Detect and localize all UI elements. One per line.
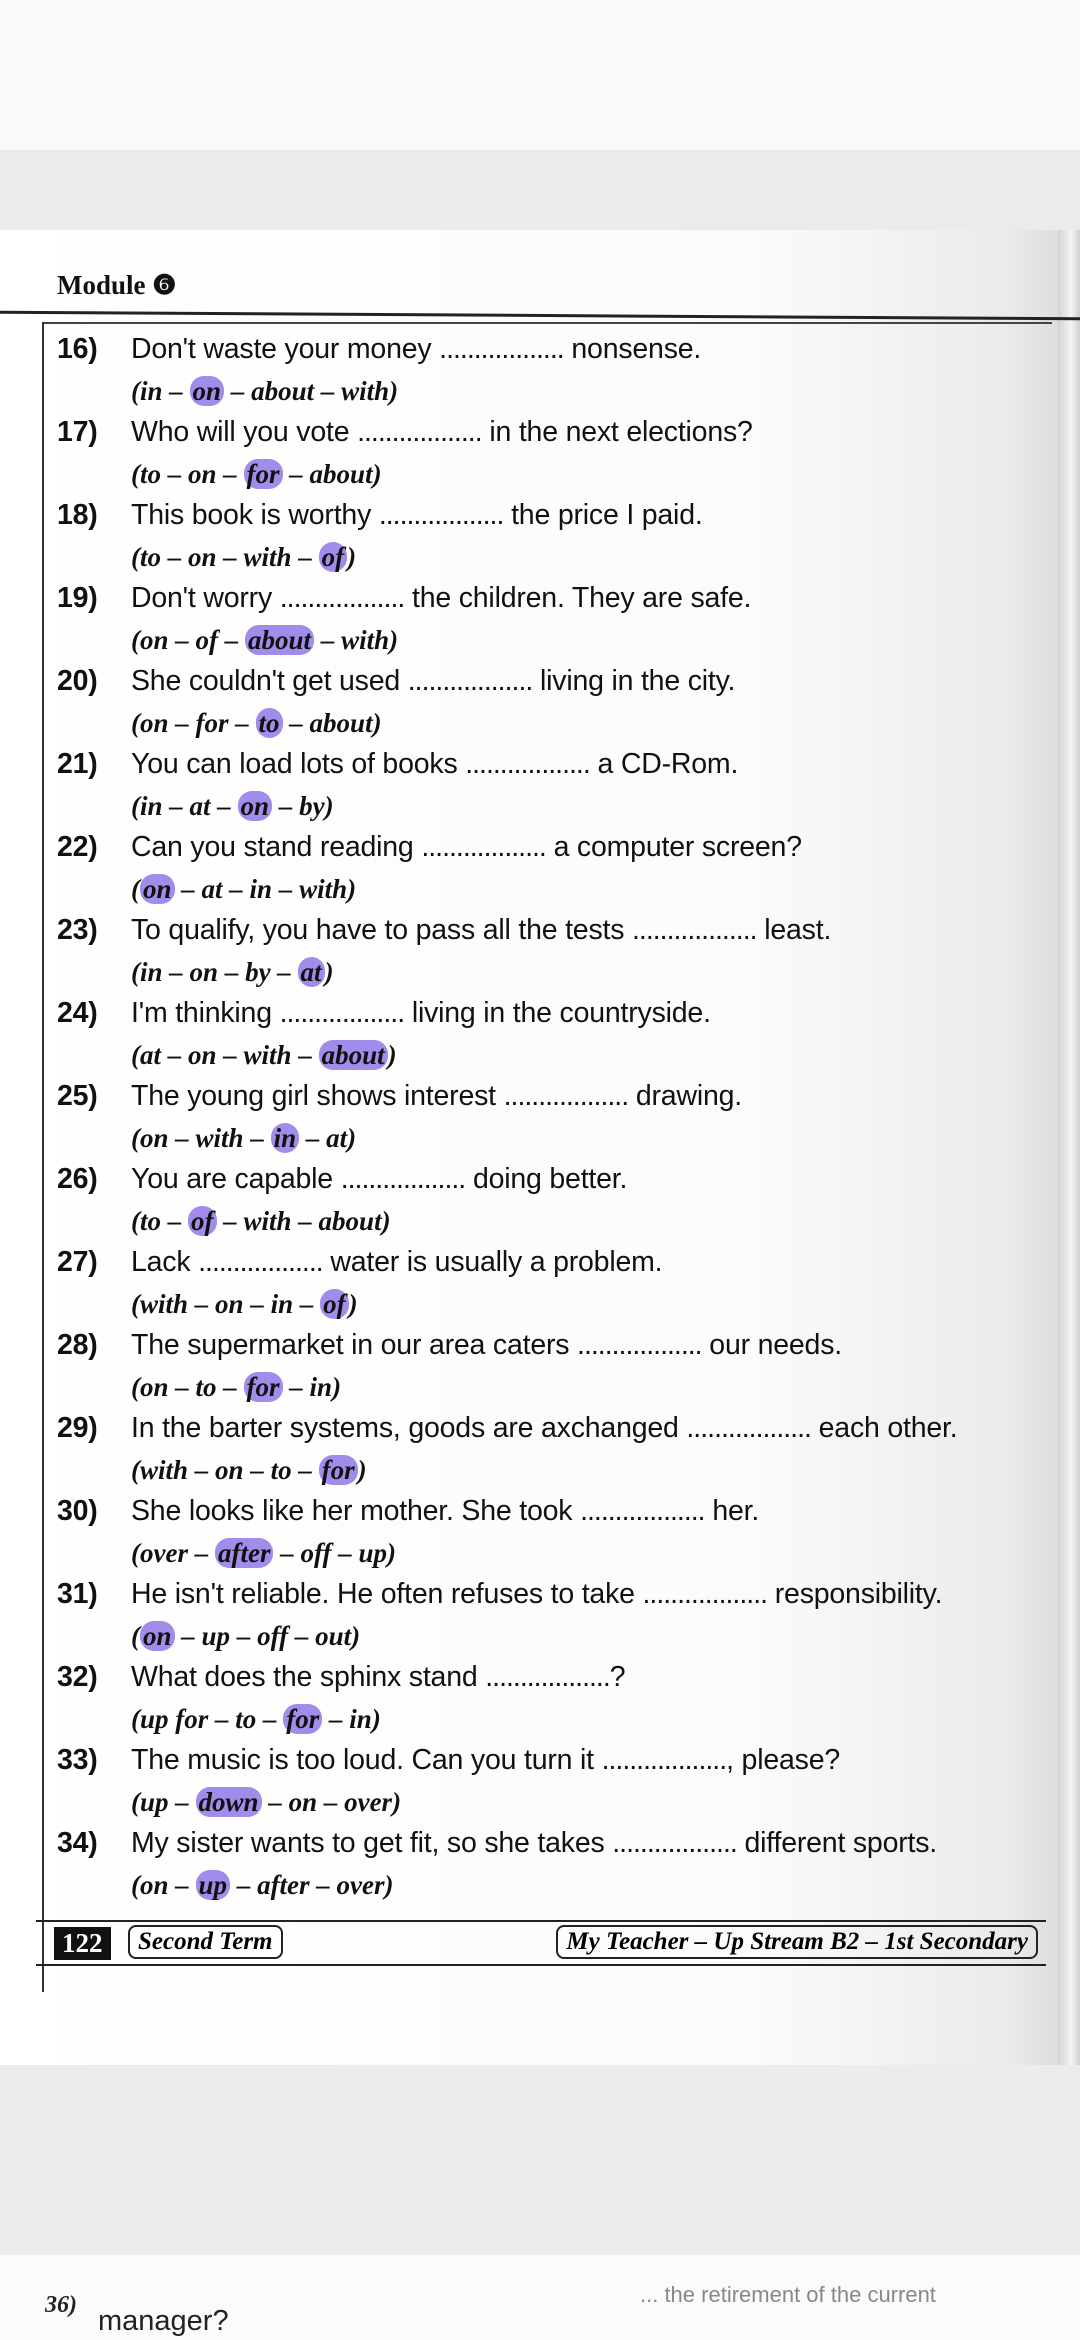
page-edge-shadow xyxy=(1058,230,1080,2065)
question-item xyxy=(57,1245,1057,1321)
answer-options: (in – at – on – by) xyxy=(131,791,334,821)
sentence-before-blank: Don't waste your money xyxy=(131,333,432,365)
question-sentence xyxy=(57,1245,1057,1279)
answer-option: with xyxy=(243,1040,292,1070)
question-item xyxy=(57,415,1057,491)
question-number: 28) xyxy=(57,1329,98,1361)
sentence-before-blank: What does the sphinx stand xyxy=(131,1661,478,1693)
question-item xyxy=(57,996,1057,1072)
sentence-after-blank: drawing. xyxy=(635,1080,742,1112)
sentence-after-blank: living in the countryside. xyxy=(411,997,711,1029)
answer-option: by xyxy=(245,957,271,987)
question-number: 20) xyxy=(57,665,98,697)
question-number: 17) xyxy=(57,416,98,448)
sentence-after-blank: , please? xyxy=(726,1744,840,1776)
highlighted-option: of xyxy=(188,1206,217,1236)
answer-option: in xyxy=(270,1289,294,1319)
question-sentence xyxy=(57,996,1057,1030)
top-blank-area xyxy=(0,0,1080,150)
question-item xyxy=(57,913,1057,989)
sentence-before-blank: My sister wants to get fit, so she takes xyxy=(131,1827,605,1859)
question-sentence xyxy=(57,830,1057,864)
question-item xyxy=(57,1494,1057,1570)
question-item xyxy=(57,1328,1057,1404)
answer-options: (in – on – by – at ) xyxy=(131,957,334,987)
answer-option: over xyxy=(140,1538,188,1568)
answer-option: on xyxy=(140,1870,169,1900)
answer-option: on xyxy=(140,625,169,655)
answer-option: with xyxy=(299,874,348,904)
sentence-before-blank: He isn't reliable. He often refuses to take xyxy=(131,1578,635,1610)
next-question-text: manager? xyxy=(98,2305,229,2337)
sentence-before-blank: The young girl shows interest xyxy=(131,1080,496,1112)
question-number: 31) xyxy=(57,1578,98,1610)
frame-top-border xyxy=(42,322,1052,324)
sentence-after-blank: nonsense. xyxy=(571,333,702,365)
answer-option: up xyxy=(140,1787,169,1817)
question-item xyxy=(57,332,1057,408)
sentence-before-blank: To qualify, you have to pass all the tests xyxy=(131,914,625,946)
answer-options: (at – on – with – about ) xyxy=(131,1040,397,1070)
sentence-after-blank: the price I paid. xyxy=(511,499,703,531)
sentence-after-blank: water is usually a problem. xyxy=(330,1246,663,1278)
next-question-number: 36) xyxy=(45,2292,77,2318)
question-sentence xyxy=(57,1328,1057,1362)
question-item xyxy=(57,1660,1057,1736)
sentence-before-blank: You are capable xyxy=(131,1163,333,1195)
answer-options: (up – down – on – over) xyxy=(131,1787,402,1817)
highlighted-option: down xyxy=(196,1787,262,1817)
question-number: 25) xyxy=(57,1080,98,1112)
answer-option: of xyxy=(195,625,219,655)
sentence-after-blank: in the next elections? xyxy=(489,416,753,448)
question-item xyxy=(57,747,1057,823)
question-number: 26) xyxy=(57,1163,98,1195)
question-sentence xyxy=(57,415,1057,449)
answer-blank: .................. xyxy=(632,914,757,946)
sentence-after-blank: a CD-Rom. xyxy=(597,748,739,780)
question-number: 34) xyxy=(57,1827,98,1859)
highlighted-option: of xyxy=(319,542,348,572)
sentence-after-blank: doing better. xyxy=(472,1163,628,1195)
answer-options: (up for – to – for – in) xyxy=(131,1704,381,1734)
question-number: 21) xyxy=(57,748,98,780)
sentence-after-blank: each other. xyxy=(818,1412,958,1444)
sentence-before-blank: In the barter systems, goods are axchanged xyxy=(131,1412,679,1444)
sentence-after-blank: living in the city. xyxy=(540,665,736,697)
highlighted-option: for xyxy=(283,1704,322,1734)
answer-option: on xyxy=(140,1372,169,1402)
highlighted-option: at xyxy=(298,957,325,987)
question-item xyxy=(57,830,1057,906)
answer-option: about xyxy=(309,708,373,738)
question-sentence xyxy=(57,913,1057,947)
sentence-before-blank: Don't worry xyxy=(131,582,273,614)
question-item xyxy=(57,1826,1057,1902)
sentence-before-blank: Can you stand reading xyxy=(131,831,414,863)
answer-options: (with – on – to – for ) xyxy=(131,1455,367,1485)
sentence-after-blank: responsibility. xyxy=(774,1578,943,1610)
sentence-before-blank: The supermarket in our area caters xyxy=(131,1329,570,1361)
answer-option: with xyxy=(195,1123,244,1153)
worksheet-page xyxy=(0,230,1080,2065)
answer-option: on xyxy=(188,1040,217,1070)
answer-options: (on – to – for – in) xyxy=(131,1372,342,1402)
page-number: 122 xyxy=(54,1927,111,1960)
answer-option: over xyxy=(344,1787,393,1817)
answer-option: to xyxy=(140,459,162,489)
answer-option: about xyxy=(251,376,315,406)
answer-blank: .................. xyxy=(686,1412,811,1444)
question-sentence xyxy=(57,1079,1057,1113)
question-sentence xyxy=(57,581,1057,615)
question-item xyxy=(57,1079,1057,1155)
answer-blank: .................. xyxy=(465,748,590,780)
question-number: 16) xyxy=(57,333,98,365)
question-number: 22) xyxy=(57,831,98,863)
sentence-before-blank: The music is too loud. Can you turn it xyxy=(131,1744,594,1776)
sentence-after-blank: her. xyxy=(712,1495,760,1527)
sentence-after-blank: least. xyxy=(764,914,832,946)
answer-options: (on – of – about – with) xyxy=(131,625,399,655)
question-number: 30) xyxy=(57,1495,98,1527)
sentence-after-blank: ? xyxy=(609,1661,626,1693)
answer-options: (to – on – for – about) xyxy=(131,459,382,489)
answer-option: off xyxy=(300,1538,332,1568)
question-sentence xyxy=(57,1411,1057,1445)
book-title: My Teacher – Up Stream B2 – 1st Secondary xyxy=(556,1925,1038,1959)
answer-blank: .................. xyxy=(198,1246,323,1278)
answer-blank: .................. xyxy=(357,416,482,448)
highlighted-option: about xyxy=(245,625,314,655)
answer-option: after xyxy=(257,1870,310,1900)
answer-blank: .................. xyxy=(601,1744,727,1776)
sentence-after-blank: a computer screen? xyxy=(553,831,802,863)
answer-options: ( on – up – off – out) xyxy=(131,1621,361,1651)
answer-option: in xyxy=(140,791,163,821)
highlighted-option: for xyxy=(244,459,283,489)
gap-area xyxy=(0,2065,1080,2255)
answer-option: in xyxy=(249,874,273,904)
question-item xyxy=(57,1577,1057,1653)
answer-option: to xyxy=(140,1206,162,1236)
highlighted-option: on xyxy=(140,874,175,904)
answer-option: for xyxy=(195,708,229,738)
sentence-before-blank: Who will you vote xyxy=(131,416,350,448)
question-sentence xyxy=(57,1577,1057,1611)
answer-options: (on – for – to – about) xyxy=(131,708,382,738)
sentence-before-blank: She looks like her mother. She took xyxy=(131,1495,573,1527)
answer-option: off xyxy=(257,1621,289,1651)
answer-options: (over – after – off – up) xyxy=(131,1538,396,1568)
answer-options: (in – on – about – with) xyxy=(131,376,399,406)
answer-option: in xyxy=(309,1372,333,1402)
page-footer xyxy=(36,1920,1046,1966)
highlighted-option: to xyxy=(256,708,283,738)
question-number: 24) xyxy=(57,997,98,1029)
answer-options: (to – of – with – about) xyxy=(131,1206,391,1236)
question-sentence xyxy=(57,747,1057,781)
answer-option: to xyxy=(235,1704,257,1734)
answer-option: with xyxy=(243,1206,292,1236)
answer-option: with xyxy=(140,1289,189,1319)
question-number: 27) xyxy=(57,1246,98,1278)
answer-option: in xyxy=(140,957,163,987)
sentence-before-blank: Lack xyxy=(131,1246,191,1278)
question-item xyxy=(57,1743,1057,1819)
answer-option: to xyxy=(270,1455,292,1485)
module-title: Module ❻ xyxy=(57,270,177,300)
answer-blank: .................. xyxy=(580,1495,705,1527)
answer-option: on xyxy=(215,1455,244,1485)
answer-option: by xyxy=(299,791,325,821)
answer-blank: .................. xyxy=(439,333,564,365)
answer-options: ( on – at – in – with) xyxy=(131,874,357,904)
answer-option: on xyxy=(215,1289,244,1319)
answer-option: on xyxy=(140,1123,169,1153)
sentence-before-blank: This book is worthy xyxy=(131,499,372,531)
answer-blank: .................. xyxy=(279,997,405,1029)
answer-options: (on – with – in – at) xyxy=(131,1123,357,1153)
question-item xyxy=(57,1411,1057,1487)
question-item xyxy=(57,1162,1057,1238)
answer-option: with xyxy=(341,625,390,655)
answer-blank: .................. xyxy=(340,1163,466,1195)
highlighted-option: on xyxy=(190,376,225,406)
answer-option: on xyxy=(288,1787,318,1817)
answer-option: up xyxy=(358,1538,387,1568)
question-number: 18) xyxy=(57,499,98,531)
highlighted-option: for xyxy=(244,1372,283,1402)
highlighted-option: on xyxy=(140,1621,175,1651)
answer-options: (with – on – in – of ) xyxy=(131,1289,358,1319)
answer-options: (to – on – with – of ) xyxy=(131,542,357,572)
answer-option: on xyxy=(188,542,217,572)
question-number: 33) xyxy=(57,1744,98,1776)
question-item xyxy=(57,498,1057,574)
question-number: 19) xyxy=(57,582,98,614)
highlighted-option: after xyxy=(215,1538,273,1568)
highlighted-option: in xyxy=(271,1123,300,1153)
question-sentence xyxy=(57,1826,1057,1860)
answer-option: with xyxy=(243,542,292,572)
answer-blank: .................. xyxy=(642,1578,768,1610)
sentence-after-blank: our needs. xyxy=(709,1329,842,1361)
question-number: 23) xyxy=(57,914,98,946)
answer-option: with xyxy=(140,1455,189,1485)
answer-option: about xyxy=(318,1206,382,1236)
answer-blank: .................. xyxy=(421,831,546,863)
answer-blank: .................. xyxy=(279,582,405,614)
question-number: 29) xyxy=(57,1412,98,1444)
question-number: 32) xyxy=(57,1661,98,1693)
answer-option: on xyxy=(189,957,219,987)
sentence-before-blank: You can load lots of books xyxy=(131,748,458,780)
highlighted-option: for xyxy=(319,1455,358,1485)
answer-blank: .................. xyxy=(503,1080,629,1112)
sentence-before-blank: I'm thinking xyxy=(131,997,272,1029)
answer-option: to xyxy=(140,542,162,572)
answer-blank: .................. xyxy=(577,1329,702,1361)
answer-blank: .................. xyxy=(485,1661,610,1693)
sentence-after-blank: different sports. xyxy=(744,1827,938,1859)
question-sentence xyxy=(57,1743,1057,1777)
question-sentence xyxy=(57,498,1057,532)
answer-option: at xyxy=(189,791,211,821)
answer-option: about xyxy=(309,459,373,489)
term-label: Second Term xyxy=(128,1925,283,1959)
answer-blank: .................. xyxy=(612,1827,737,1859)
sentence-before-blank: She couldn't get used xyxy=(131,665,401,697)
answer-blank: .................. xyxy=(378,499,504,531)
question-sentence xyxy=(57,664,1057,698)
module-rule xyxy=(0,311,1080,321)
answer-option: at xyxy=(326,1123,348,1153)
answer-option: with xyxy=(341,376,390,406)
question-sentence xyxy=(57,1162,1057,1196)
answer-option: over xyxy=(336,1870,385,1900)
answer-option: to xyxy=(195,1372,217,1402)
question-sentence xyxy=(57,1660,1057,1694)
answer-option: in xyxy=(140,376,163,406)
answer-option: at xyxy=(201,874,223,904)
answer-option: on xyxy=(188,459,217,489)
answer-option: in xyxy=(349,1704,372,1734)
answer-option: on xyxy=(140,708,169,738)
highlighted-option: of xyxy=(320,1289,349,1319)
answer-options: (on – up – after – over) xyxy=(131,1870,394,1900)
frame-left-border xyxy=(42,322,44,1992)
answer-option: up for xyxy=(140,1704,209,1734)
answer-option: up xyxy=(201,1621,231,1651)
answer-blank: .................. xyxy=(407,665,533,697)
question-sentence xyxy=(57,332,1057,366)
highlighted-option: about xyxy=(319,1040,388,1070)
question-sentence xyxy=(57,1494,1057,1528)
highlighted-option: up xyxy=(196,1870,231,1900)
highlighted-option: on xyxy=(238,791,273,821)
answer-option: out xyxy=(315,1621,352,1651)
answer-option: at xyxy=(140,1040,162,1070)
next-question-faded-text: ... the retirement of the current xyxy=(640,2282,936,2307)
top-gray-area xyxy=(0,150,1080,230)
sentence-after-blank: the children. They are safe. xyxy=(412,582,752,614)
question-item xyxy=(57,581,1057,657)
question-item xyxy=(57,664,1057,740)
